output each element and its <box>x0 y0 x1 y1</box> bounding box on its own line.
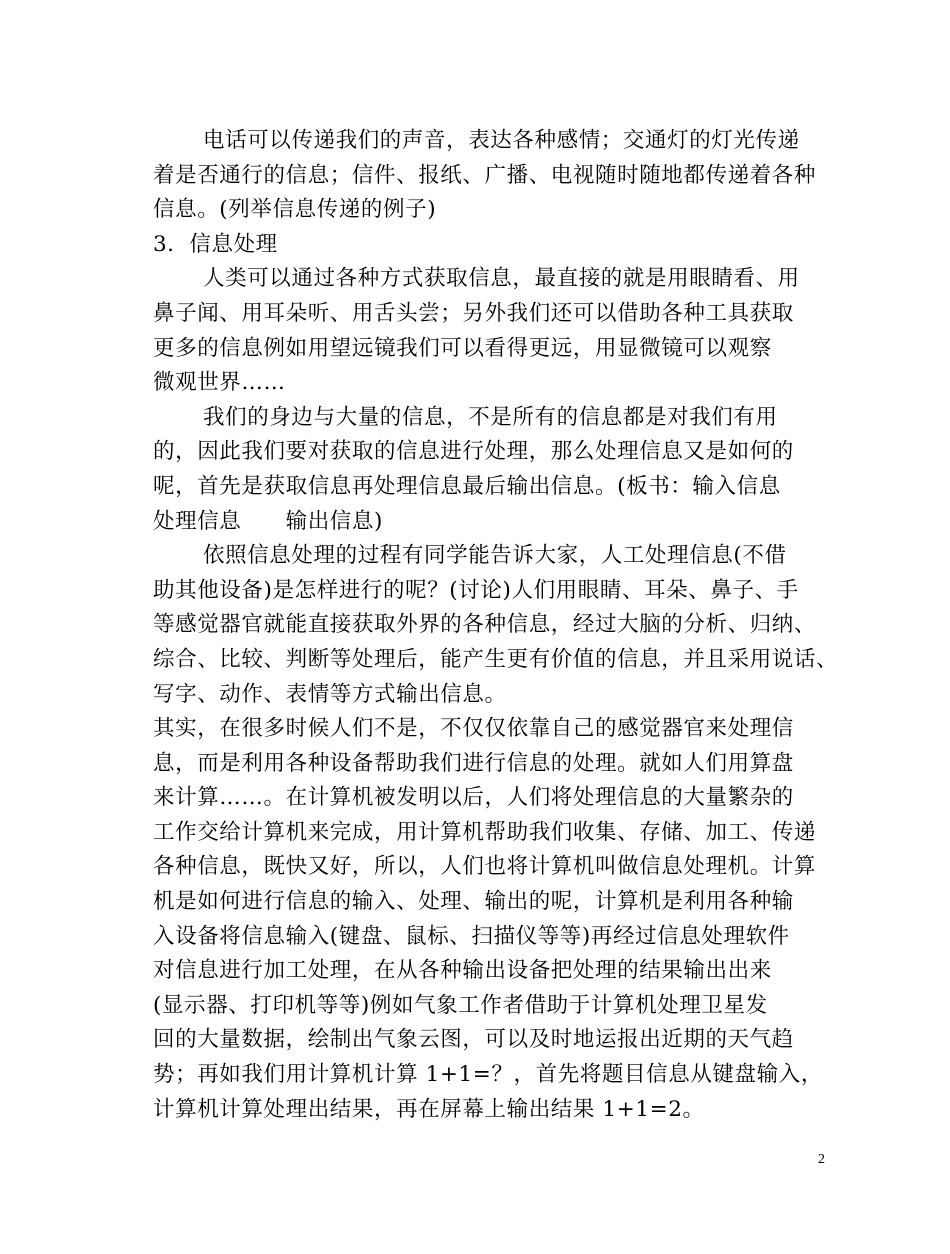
paragraph-line: 呢，首先是获取信息再处理信息最后输出信息。(板书：输入信息 <box>153 473 781 499</box>
paragraph-line: 息，而是利用各种设备帮助我们进行信息的处理。就如人们用算盘 <box>153 750 794 776</box>
paragraph-line: 计算机计算处理出结果，再在屏幕上输出结果 1+1=2。 <box>153 1096 705 1122</box>
paragraph-line: 其实，在很多时候人们不是，不仅仅依靠自己的感觉器官来处理信 <box>153 716 794 742</box>
paragraph-line: 等感觉器官就能直接获取外界的各种信息，经过大脑的分析、归纳、 <box>153 612 817 638</box>
paragraph-line: 工作交给计算机来完成，用计算机帮助我们收集、存储、加工、传递 <box>153 819 817 845</box>
paragraph-line: 各种信息，既快又好，所以，人们也将计算机叫做信息处理机。计算 <box>153 854 817 880</box>
paragraph-line: 信息。(列举信息传递的例子) <box>153 197 437 223</box>
paragraph-line: 势；再如我们用计算机计算 1+1=？，首先将题目信息从键盘输入， <box>153 1062 823 1088</box>
paragraph-line: 着是否通行的信息；信件、报纸、广播、电视随时随地都传递着各种 <box>153 162 817 188</box>
paragraph-line: 回的大量数据，绘制出气象云图，可以及时地运报出近期的天气趋 <box>153 1027 794 1053</box>
paragraph-line: 机是如何进行信息的输入、处理、输出的呢，计算机是利用各种输 <box>153 889 794 915</box>
paragraph-line: 鼻子闻、用耳朵听、用舌头尝；另外我们还可以借助各种工具获取 <box>153 300 794 326</box>
paragraph-line: (显示器、打印机等等)例如气象工作者借助于计算机处理卫星发 <box>153 992 768 1018</box>
page-number: 2 <box>818 1152 825 1167</box>
paragraph-line: 的，因此我们要对获取的信息进行处理，那么处理信息又是如何的 <box>153 439 794 465</box>
paragraph-line: 入设备将信息输入(键盘、鼠标、扫描仪等等)再经过信息处理软件 <box>153 923 790 949</box>
paragraph-line: 微观世界…… <box>153 370 286 396</box>
paragraph-line: 我们的身边与大量的信息，不是所有的信息都是对我们有用 <box>203 404 778 430</box>
paragraph-line: 处理信息 输出信息) <box>153 508 383 534</box>
section-heading: 3．信息处理 <box>153 231 278 257</box>
paragraph-line: 综合、比较、判断等处理后，能产生更有价值的信息，并且采用说话、 <box>153 646 839 672</box>
paragraph-line: 人类可以通过各种方式获取信息，最直接的就是用眼睛看、用 <box>203 266 800 292</box>
paragraph-line: 助其他设备)是怎样进行的呢？(讨论)人们用眼睛、耳朵、鼻子、手 <box>153 577 799 603</box>
paragraph-line: 对信息进行加工处理，在从各种输出设备把处理的结果输出出来 <box>153 958 772 984</box>
paragraph-line: 更多的信息例如用望远镜我们可以看得更远，用显微镜可以观察 <box>153 335 772 361</box>
paragraph-line: 写字、动作、表情等方式输出信息。 <box>153 681 507 707</box>
paragraph-line: 来计算……。在计算机被发明以后，人们将处理信息的大量繁杂的 <box>153 785 794 811</box>
paragraph-line: 依照信息处理的过程有同学能告诉大家，人工处理信息(不借 <box>203 543 787 569</box>
document-body <box>153 124 853 1127</box>
paragraph-line: 电话可以传递我们的声音，表达各种感情；交通灯的灯光传递 <box>203 128 800 153</box>
